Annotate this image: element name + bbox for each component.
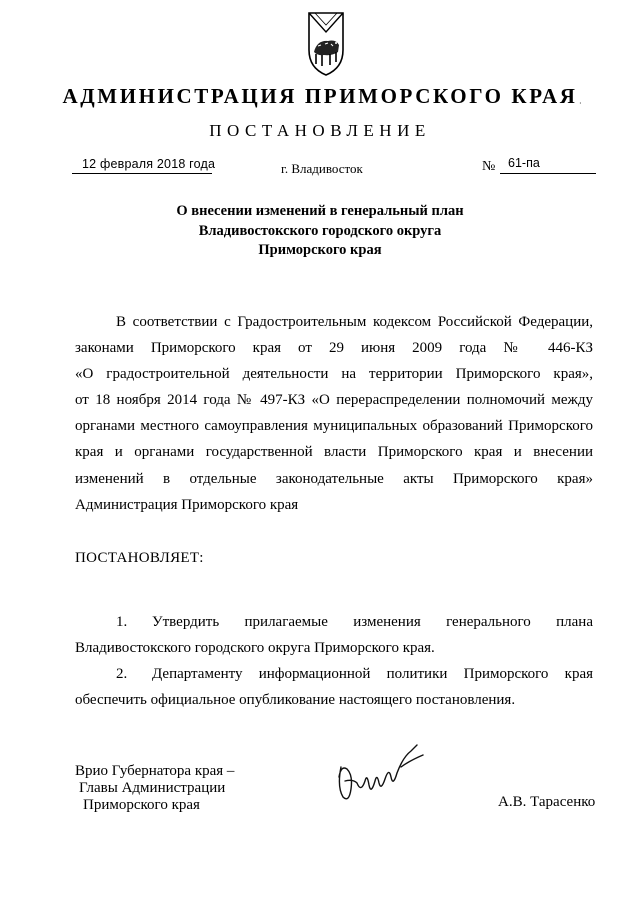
title-line: Владивостокского городского округа [198, 222, 442, 239]
signer-name: А.В. Тарасенко [498, 794, 596, 810]
preamble-line: «О градостроительной деятельности на территории Приморского края», [75, 366, 593, 383]
position-line: Врио Губернатора края – [75, 763, 235, 779]
preamble-line: законами Приморского края от 29 июня 2009 года № 446-КЗ [75, 340, 593, 357]
item-number: 1. [116, 614, 128, 630]
preamble-line: изменений в отдельные законодательные акты Приморского края» [75, 470, 593, 487]
title-line: Приморского края [258, 242, 382, 258]
item-text: Владивостокского городского округа Приморского края. [75, 640, 435, 656]
position-line: Главы Администрации [79, 780, 226, 796]
decorative-dot: · [579, 99, 582, 108]
position-line: Приморского края [83, 797, 200, 813]
handwritten-signature [331, 737, 431, 817]
preamble-line: от 18 ноября 2014 года № 497-КЗ «О перераспределении полномочий между [75, 392, 593, 409]
decree-heading: ПОСТАНОВЛЯЕТ: [75, 550, 204, 566]
document-place: г. Владивосток [281, 161, 363, 176]
preamble-line: края и органами государственной власти Приморского края и внесении [75, 444, 593, 461]
document-type: ПОСТАНОВЛЕНИЕ [209, 121, 431, 140]
preamble-paragraph [75, 309, 593, 518]
signer-position [75, 763, 234, 814]
document-number: 61-па [508, 156, 540, 170]
preamble-line: органами местного самоуправления муниципальных образований Приморского [75, 418, 593, 435]
preamble-line: В соответствии с Градостроительным кодексом Российской Федерации, [116, 314, 593, 330]
item-text: Утвердить прилагаемые изменения генерального плана [152, 614, 593, 630]
item-text: Департаменту информационной политики Приморского края [152, 666, 593, 682]
title-line: О внесении изменений в генеральный план [176, 203, 464, 219]
date-underline [72, 173, 212, 174]
list-item [75, 609, 593, 635]
item-number: 2. [116, 666, 128, 682]
document-date: 12 февраля 2018 года [82, 157, 216, 171]
preamble-line: Администрация Приморского края [75, 496, 299, 513]
decree-items [75, 609, 593, 713]
number-sign: № [482, 159, 496, 174]
organization-name: АДМИНИСТРАЦИЯ ПРИМОРСКОГО КРАЯ [62, 84, 578, 108]
number-underline [500, 173, 596, 174]
list-item [75, 661, 593, 687]
item-text: обеспечить официальное опубликование настоящего постановления. [75, 692, 516, 708]
document-title [0, 202, 640, 261]
coat-of-arms-emblem [302, 10, 350, 78]
